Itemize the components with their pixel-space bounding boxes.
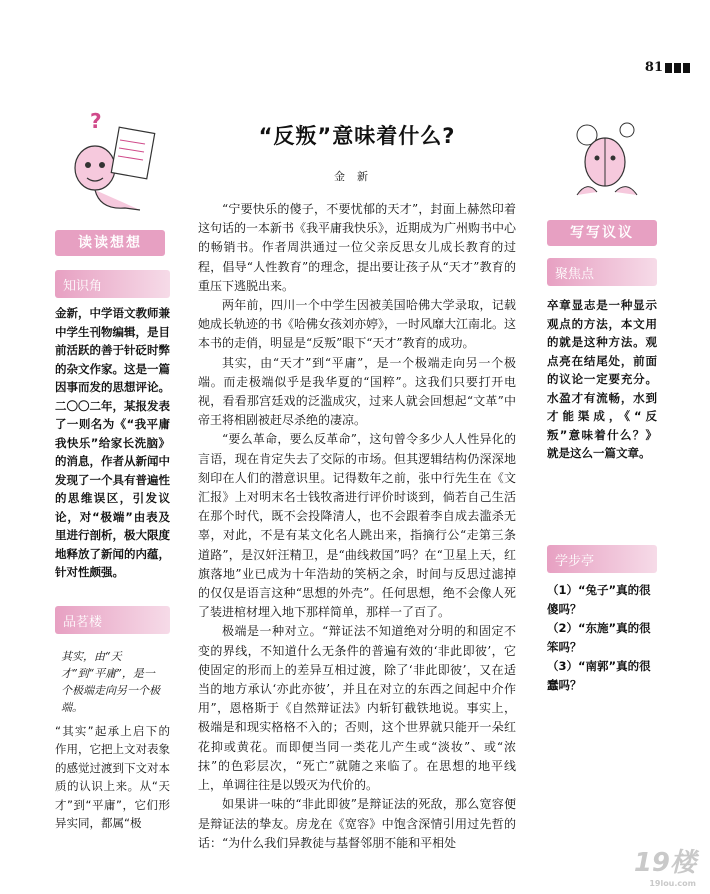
tea-tasting-tab: 品茗楼 [55, 606, 170, 634]
article-paragraph: 极端是一种对立。“辩证法不知道绝对分明的和固定不变的界线，不知道什么无条件的普遍有效的‘非此即彼’，它使固定的形而上的差异互相过渡，除了‘非此即彼’，又在适当的地方承认‘亦此亦彼’，并且在对立的东西之间起中介作用”，恩格斯于《自然辩证法》内斩钉截铁地说。事实上，极端是和现实格格不入的；否则，这个世界就只能开一朵红花抑或黄花。而即便当同一类花儿产生或“淡妆”、或“浓抹”的色彩层次，“死亡”就随之来临了。在思想的地平线上，单调往往是以毁灭为代价的。 [198, 624, 516, 793]
right-sidebar [547, 100, 657, 695]
writing-mascot-illustration [547, 100, 657, 220]
author-introduction: 金新，中学语文教师兼中学生刊物编辑，是目前活跃的善于针砭时弊的杂文作家。这是一篇因事而发的思想评论。二〇〇二年，某报发表了一则名为《“我平庸我快乐”给家长洗脑》的消息，作者从新闻中发现了一个具有普遍性的思维误区，引发议论，对“极端”由表及里进行剖析，极大限度地释放了新闻的内蕴，针对性颇强。 [55, 306, 170, 579]
question-item: （3）“南郭”真的很蠢吗？ [547, 658, 651, 692]
question-item: （1）“兔子”真的很傻吗？ [547, 582, 651, 616]
section-label-write-discuss: 写写议议 [547, 220, 657, 246]
focus-point-tab: 聚焦点 [547, 258, 657, 286]
article [198, 120, 516, 853]
article-paragraph: “要么革命，要么反革命”，这句曾令多少人人性异化的言语，现在肯定失去了交际的市场。但其逻辑结构仍深深地刻印在人们的潜意识里。记得数年之前，张中行先生在《文汇报》上对明末名士钱牧斋进行评价时谈到，倘若自己生活在那个时代，既不会投降清人，也不会跟着李自成去滥杀无辜，对此，不是有某文化名人跳出来，指摘行公“走第三条道路”，是汉奸汪精卫，是“曲线救国”吗？在“卫星上天，红旗落地”业已成为十年浩劫的笑柄之余，时间与反思过滤掉的仅仅是语言这种“思想的外壳”。任何思想，绝不会像人死了装进棺材埋入地下那样简单，那样一了百了。 [198, 432, 516, 620]
article-title: “反叛”意味着什么? [258, 124, 456, 148]
section-label-read-think: 读读想想 [55, 230, 165, 256]
handwritten-quote: 其实，由“天才”到“平庸”，是一个极端走向另一个极端。 [61, 649, 160, 714]
tea-tasting-commentary: “其实”起承上启下的作用，它把上文对表象的感觉过渡到下文对本质的认识上来。从“天才”到“平庸”，它们形异实同，都属“极 [55, 723, 170, 830]
article-paragraph: 如果讲一味的“非此即彼”是辩证法的死敌，那么宽容便是辩证法的挚友。房龙在《宽容》中饱含深情引用过先哲的话：“为什么我们异教徒与基督邻朋不能和平相处 [198, 797, 516, 850]
study-pavilion-tab: 学步亭 [547, 545, 657, 573]
reading-mascot-illustration [55, 110, 165, 230]
knowledge-corner-tab: 知识角 [55, 270, 170, 298]
focus-point-text: 卒章显志是一种显示观点的方法，本文用的就是这种方法。观点亮在结尾处，前面的议论一定要充分。水盈才有流畅，水到才能渠成，《“反叛”意味着什么？》就是这么一篇文章。 [547, 298, 657, 460]
article-paragraph: “宁要快乐的傻子，不要忧郁的天才”，封面上赫然印着这句话的一本新书《我平庸我快乐》，近期成为广州购书中心的畅销书。作者周洪通过一位父亲反思女儿成长教育的过程，倡导“人性教育”的理念，提出要让孩子从“天才”教育的重压下逃脱出来。 [198, 202, 517, 293]
article-author: 金新 [334, 170, 380, 183]
question-item: （2）“东施”真的很笨吗？ [547, 620, 651, 654]
left-sidebar [55, 110, 170, 833]
question-list [547, 581, 657, 695]
svg-text:?: ? [90, 110, 102, 133]
article-paragraph: 两年前，四川一个中学生因被美国哈佛大学录取，记载她成长轨迹的书《哈佛女孩刘亦婷》，一时风靡大江南北。这本书的走俏，明显是“反叛”眼下“天才”教育的成功。 [198, 298, 517, 351]
page-number: 81 [645, 60, 690, 75]
article-paragraph: 其实，由“天才”到“平庸”，是一个极端走向另一个极端。而走极端似乎是我华夏的“国粹”。这我们只要打开电视，看看那宫廷戏的泛滥成灾，过来人就会回想起“文革”中帝王将相剧被赶尽杀绝的凄凉。 [198, 355, 516, 428]
site-watermark: 19楼 19lou.com [633, 848, 696, 888]
